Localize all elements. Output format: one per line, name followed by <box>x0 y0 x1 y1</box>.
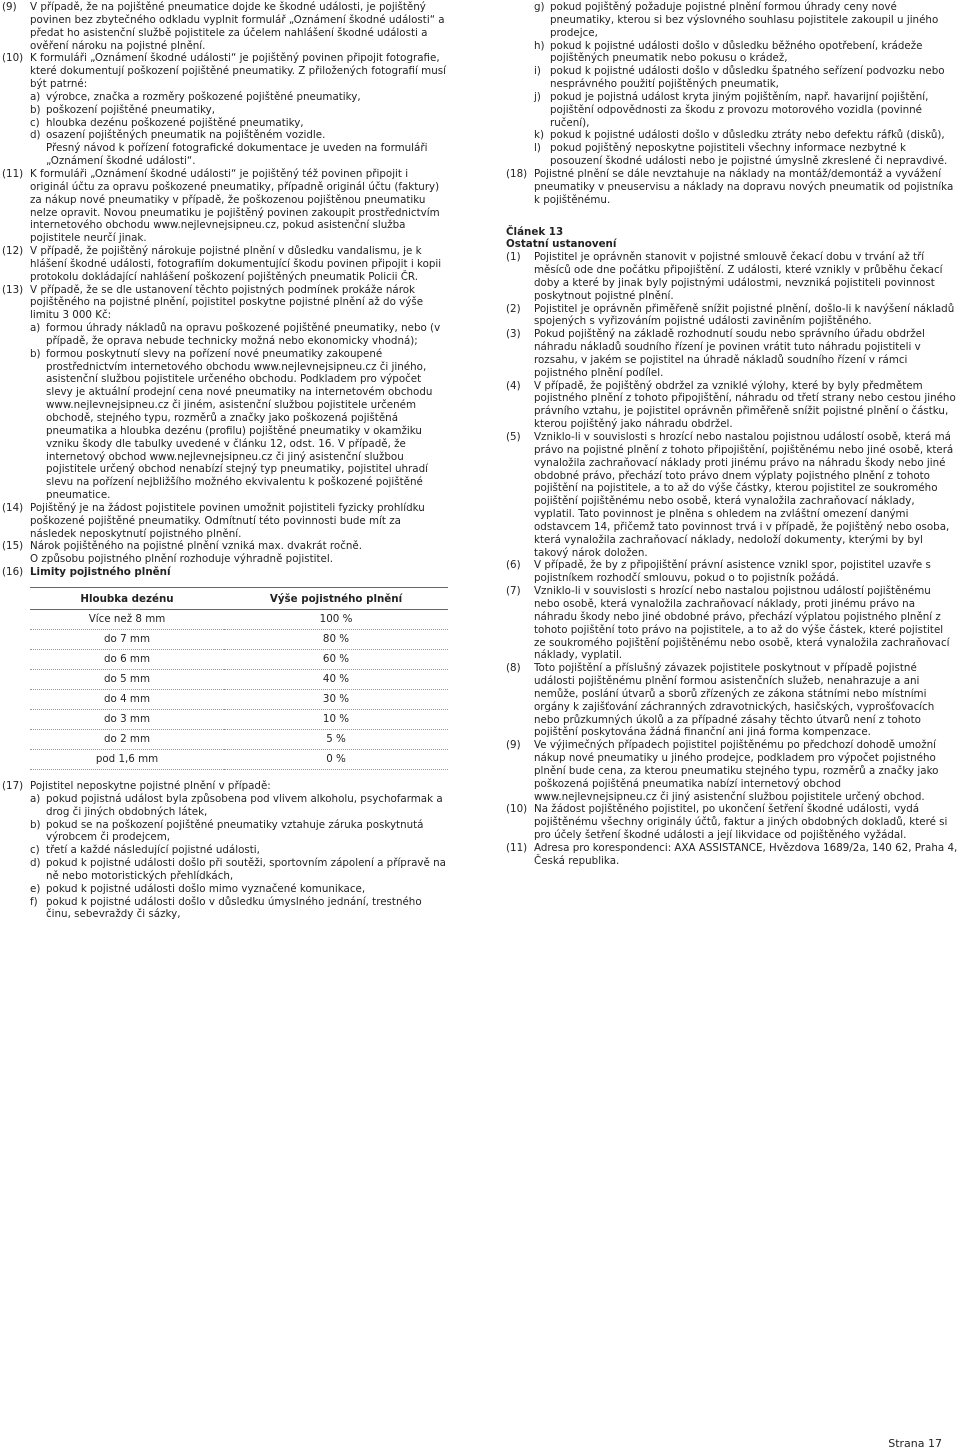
list-item: g) pokud pojištěný požaduje pojistné plnění formou úhrady ceny nové pneumatiky, kterou si bez výslovného souhlasu pojistitele zakoupil u jiného prodejce, <box>534 1 939 39</box>
list-item: b) poškození pojištěné pneumatiky, <box>30 103 216 116</box>
article-paragraph: (10) Na žádost pojištěného pojistitel, po ukončení šetření škodné události, vydá pojištěnému všechny originály účtů, faktur a jiných obdobných dokladů, které si pro účely šetření škodné události a její likvidace od pojištěného vyžádal. <box>506 803 948 842</box>
paragraph-14: (14) Pojištěný je na žádost pojistitele povinen umožnit pojistiteli fyzicky prohlídku poškozené pojištěné pneumatiky. Odmítnutí této povinnosti bude mít za následek neposkytnutí pojistného plnění. <box>2 501 425 540</box>
article-paragraph: (7) Vzniklo-li v souvislosti s hrozící nebo nastalou pojistnou událostí pojištěnému nebo osobě, která vynaložila zachraňovací náklady, proti jinému právo na náhradu škody nebo jiné obdobné právo, přechází výplatou pojistného plnění z tohoto pojištění toto právo na pojistitele, a to až do výše částek, které pojistitel ze soukromého pojištění pojištěnému nebo osobě, která vynaložila zachraňovací náklady, vyplatil. <box>506 585 950 662</box>
list-item: a) formou úhrady nákladů na opravu poškozené pojištěné pneumatiky, nebo (v případě, že oprava nebude technicky možná nebo ekonomicky vhodná); <box>30 322 441 347</box>
table-row: do 2 mm 5 % <box>30 729 448 749</box>
article-paragraph: (3) Pokud pojištěný na základě rozhodnutí soudu nebo správního úřadu obdržel náhradu nákladů soudního řízení je povinen vrátit tuto náhradu pojistiteli v rozsahu, v jakém se pojistitel na úhradě nákladů soudního řízení v rámci pojistného plnění podílel. <box>506 328 925 379</box>
paragraph-15: (15) Nárok pojištěného na pojistné plnění vzniká max. dvakrát ročně. O způsobu pojistného plnění rozhoduje výhradně pojistitel. <box>2 540 363 566</box>
paragraph-9: (9) V případě, že na pojištěné pneumatice dojde ke škodné události, je pojištěný povinen bez zbytečného odkladu vyplnit formulář „Oznámení škodné události“ a předat ho asistenční službě pojistitele za účelem nahlášení škodné události a ověření nároku na pojistné plnění. <box>2 1 445 52</box>
table-row: Více než 8 mm 100 % <box>30 609 448 629</box>
column-header: Hloubka dezénu <box>30 587 224 609</box>
paragraph-18: (18) Pojistné plnění se dále nevztahuje na náklady na montáž/demontáž a vyvážení pneumatiky v pneuservisu a náklady na dopravu nových pneumatik od pojistníka k pojištěnému. <box>506 167 954 206</box>
table-row: pod 1,6 mm 0 % <box>30 749 448 769</box>
list-item: a) výrobce, značka a rozměry poškozené pojištěné pneumatiky, <box>30 90 361 103</box>
exclusions-continued <box>506 1 958 168</box>
list-item: i) pokud k pojistné události došlo v důsledku špatného seřízení podvozku nebo nesprávného použití pojištěných pneumatik, <box>534 65 945 91</box>
article-subtitle: Ostatní ustanovení <box>506 238 617 251</box>
list-item: d) pokud k pojistné události došlo při soutěži, sportovním zápolení a přípravě na ně nebo motoristických přehlídkách, <box>30 857 446 882</box>
table-row: do 3 mm 10 % <box>30 709 448 729</box>
limits-heading: Limity pojistného plnění <box>30 566 171 579</box>
list-item: h) pokud k pojistné události došlo v důsledku běžného opotřebení, krádeže pojištěných pneumatik nebo pokusu o krádež, <box>534 39 923 65</box>
paragraph-12: (12) V případě, že pojištěný nárokuje pojistné plnění v důsledku vandalismu, je k hlášení škodné události, fotografiím dokumentující škodu povinen připojit i kopii protokolu dokládající nahlášení poškození pojištěných pneumatik Policii ČR. <box>2 245 442 283</box>
left-column <box>2 1 448 921</box>
page-number: Strana 17 <box>888 1437 942 1450</box>
list-item: j) pokud je pojistná událost kryta jiným pojištěním, např. havarijní pojištění, pojištění odpovědnosti za škodu z provozu motorového vozidla (povinné ručení), <box>534 90 929 129</box>
list-item: b) formou poskytnutí slevy na pořízení nové pneumatiky zakoupené prostřednictvím internetového obchodu www.nejlevnejsipneu.cz či jiného, asistenční službou pojistitele určeného obchodu. Podkladem pro výpočet slevy je aktuální prodejní cena nové pneumatiky na internetovém obchodu www.nejlevnejsipneu.cz či jiném, asistenční službou pojistitele určeném obchodě, stejného typu, rozměrů a značky jako poškozená pojištěná pneumatika a hloubka dezénu (profilu) pojištěné pneumatiky v okamžiku vzniku škody dle tabulky uvedené v článku 12, odst. 16. V případě, že internetový obchod www.nejlevnejsipneu.cz či jiný asistenční službou pojistitele určený obchod nenabízí stejný typ pneumatiky, pojistitel uhradí slevu na pořízení nejbližšího možného ekvivalentu k poškozené pojištěné pneumatice. <box>30 347 433 502</box>
article-title: Článek 13 <box>506 225 564 238</box>
list-item: a) pokud pojistná událost byla způsobena pod vlivem alkoholu, psychofarmak a drog či jiných obdobných látek, <box>30 792 443 818</box>
article-paragraph: (5) Vzniklo-li v souvislosti s hrozící nebo nastalou pojistnou událostí osobě, která má právo na pojistné plnění z tohoto připojištění, pojištěnému nebo jiné osobě, která vynaložila zachraňovací náklady proti jinému právo na náhradu škody nebo jiné obdobné právo, přechází toto právo dnem výplaty pojistného plnění z tohoto pojištění na pojistitele, a to až do výše částky, kterou pojistitel ze soukromého pojištění pojištěnému nebo osobě, která vynaložila zachraňovací náklady, vyplatil. Tato povinnost je plněna s ohledem na zvláštní omezení danými odstavcem 14, přičemž tato povinnost trvá i v případě, že pojištěný nebo osoba, která vynaložila zachraňovací náklady, nedoloží dokumenty, kterými by byl takový nárok doložen. <box>506 431 954 559</box>
article-paragraph: (1) Pojistitel je oprávněn stanovit v pojistné smlouvě čekací dobu v trvání až tří měsíců ode dne počátku připojištění. Z události, které vznikly v průběhu čekací doby a které by jinak byly pojistnými událostmi, nevzniká pojistiteli povinnost poskytnout pojistné plnění. <box>506 251 943 302</box>
article-paragraph: (9) Ve výjimečných případech pojistitel pojištěnému po předchozí dohodě umožní nákup nové pneumatiky u jiného prodejce, podkladem pro výpočet pojistného plnění bude cena, za kterou pneumatiku stejného typu, rozměrů a značky jako poškozená pojištěná pneumatika nabízí internetový obchod www.nejlevnejsipneu.cz či jiný asistenční službou pojistitele určený obchod. <box>506 739 939 803</box>
list-item: d) osazení pojištěných pneumatik na pojištěném vozidle. <box>30 129 326 142</box>
table-row: do 5 mm 40 % <box>30 669 448 689</box>
limits-table <box>30 587 448 770</box>
list-item: c) hloubka dezénu poškozené pojištěné pneumatiky, <box>30 116 304 129</box>
list-item: l) pokud pojištěný neposkytne pojistiteli všechny informace nezbytné k posouzení škodné události nebo je pojistné úmyslně zkreslené či nepravdivé. <box>534 142 948 168</box>
paragraph-17: (17) Pojistitel neposkytne pojistné plnění v případě: a) pokud pojistná událost byla způsobena pod vlivem alkoholu, psychofarmak a drog či jiných obdobných látek, b) pokud se na poškození pojištěné pneumatiky vztahuje záruka poskytnutá výrobcem či prodejcem, c) třetí a každé následující pojistné události, d) pokud k pojistné události došlo při soutěži, sportovním zápolení a přípravě na ně nebo motoristických přehlídkách, e) pokud k pojistné události došlo mimo vyznačené komunikace, f) pokud k pojistné události došlo v důsledku úmyslného jednání, trestného činu, sebevraždy či sázky, <box>2 780 448 921</box>
list-item: k) pokud k pojistné události došlo v důsledku ztráty nebo defektu ráfků (disků), <box>534 129 945 142</box>
paragraph-13: (13) V případě, že se dle ustanovení těchto pojistných podmínek prokáže nárok pojištěného na pojistné plnění, pojistitel poskytne pojistné plnění až do výše limitu 3 000 Kč: a) formou úhrady nákladů na opravu poškozené pojištěné pneumatiky, nebo (v případě, že oprava nebude technicky možná nebo ekonomicky vhodná); b) formou poskytnutí slevy na pořízení nové pneumatiky zakoupené prostřednictvím internetového obchodu www.nejlevnejsipneu.cz či jiného, asistenční službou pojistitele určeného obchodu. Podkladem pro výpočet slevy je aktuální prodejní cena nové pneumatiky na internetovém obchodu www.nejlevnejsipneu.cz či jiném, asistenční službou pojistitele určeném obchodě, stejného typu, rozměrů a značky jako poškozená pojištěná pneumatika a hloubka dezénu (profilu) pojištěné pneumatiky v okamžiku vzniku škody dle tabulky uvedené v článku 12, odst. 16. V případě, že internetový obchod www.nejlevnejsipneu.cz či jiný asistenční službou pojistitele určený obchod nenabízí stejný typ pneumatiky, pojistitel uhradí slevu na pořízení nejbližšího možného ekvivalentu k poškozené pojištěné pneumatice. <box>2 284 448 502</box>
table-header-row <box>30 587 448 609</box>
paragraph-11: (11) K formuláři „Oznámení škodné události“ je pojištěný též povinen připojit i originál účtu za opravu poškozené pneumatiky, případně originál účtu (faktury) za nákup nové pneumatiky v případě, že poškozenou pojištěnou pneumatiku nelze opravit. Novou pneumatiku je pojištěný povinen zakoupit prostřednictvím internetového obchodu www.nejlevnejsipneu.cz, pokud asistenční služba pojistitele neurčí jinak. <box>2 167 440 245</box>
table-row: do 7 mm 80 % <box>30 629 448 649</box>
table-row: do 6 mm 60 % <box>30 649 448 669</box>
list-item: f) pokud k pojistné události došlo v důsledku úmyslného jednání, trestného činu, sebevraždy či sázky, <box>30 895 422 921</box>
table-row: do 4 mm 30 % <box>30 689 448 709</box>
list-item: b) pokud se na poškození pojištěné pneumatiky vztahuje záruka poskytnutá výrobcem či prodejcem, <box>30 818 424 844</box>
article-paragraph: (4) V případě, že pojištěný obdržel za vzniklé výlohy, které by byly předmětem pojistného plnění z tohoto připojištění, náhradu od třetí strany nebo cestou jiného právního vztahu, je pojistitel oprávněn přiměřeně snížit pojistné plnění o částku, kterou pojištěný jako náhradu obdržel. <box>506 379 956 431</box>
article-paragraph: (2) Pojistitel je oprávněn přiměřeně snížit pojistné plnění, došlo-li k navýšení nákladů spojených s vyřizováním pojistné události zaviněním pojištěného. <box>506 302 955 328</box>
article-paragraph: (6) V případě, že by z připojištění právní asistence vznikl spor, pojistitel uzavře s pojistníkem rozhodčí smlouvu, pokud o to pojistník požádá. <box>506 559 931 585</box>
right-column <box>506 1 958 868</box>
paragraph-10: (10) K formuláři „Oznámení škodné události“ je pojištěný povinen připojit fotografie, které dokumentují poškození pojištěné pneumatiky. Z přiložených fotografií musí být patrné: a) výrobce, značka a rozměry poškozené pojištěné pneumatiky, b) poškození pojištěné pneumatiky, c) hloubka dezénu poškozené pojištěné pneumatiky, d) osazení pojištěných pneumatik na pojištěném vozidle. Přesný návod k pořízení fotografické dokumentace je uveden na formuláři „Oznámení škodné události“. <box>2 52 448 168</box>
article-paragraph: (8) Toto pojištění a příslušný závazek pojistitele poskytnout v případě pojistné události pojištěnému plnění formou asistenčních služeb, nenahrazuje a ani nemůže, poslání útvarů a sborů zřízených ze zákona státními nebo místními orgány k zajišťování záchranných zdravotnických, hasičských, vyprošťovacích nebo průzkumných úkolů a za případné zásahy těchto útvarů není z tohoto pojištění poskytována žádná finanční ani jiná forma kompenzace. <box>506 662 935 739</box>
article-paragraph: (11) Adresa pro korespondenci: AXA ASSISTANCE, Hvězdova 1689/2a, 140 62, Praha 4, Česká republika. <box>506 842 958 867</box>
list-item: c) třetí a každé následující pojistné události, <box>30 844 260 857</box>
paragraph-16: (16) Limity pojistného plnění <box>2 566 448 579</box>
list-item: e) pokud k pojistné události došlo mimo vyznačené komunikace, <box>30 882 366 895</box>
column-header: Výše pojistného plnění <box>224 587 448 609</box>
